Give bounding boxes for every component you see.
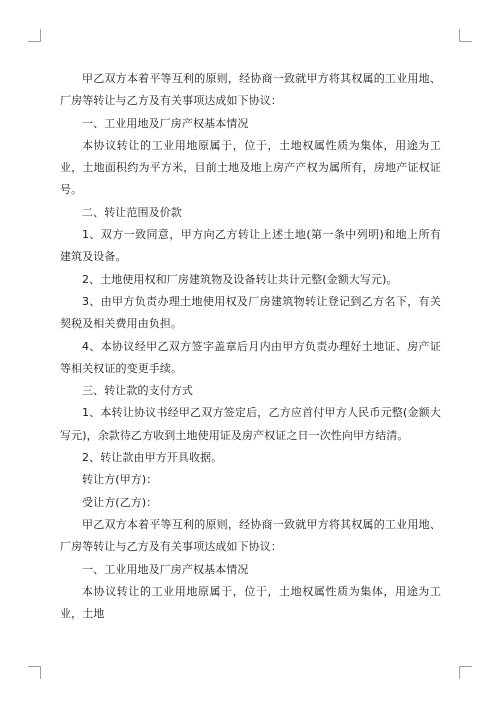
clause-scope-3: 3、由甲方负责办理土地使用权及厂房建筑物转让登记到乙方名下，有关契税及相关费用由负担。 xyxy=(60,294,441,331)
section-heading-land-and-plant-repeat: 一、工业用地及厂房产权基本情况 xyxy=(82,562,249,576)
clause-scope-2: 2、土地使用权和厂房建筑物及设备转让共计元整(金额大写元)。 xyxy=(82,272,398,286)
section-heading-scope-and-price: 二、转让范围及价款 xyxy=(82,205,182,219)
clause-scope-4: 4、本协议经甲乙双方签字盖章后月内由甲方负责办理好土地证、房产证等相关权证的变更手续。 xyxy=(60,339,441,375)
crop-mark-bottom-left xyxy=(28,666,41,679)
transferor-signature-line: 转让方(甲方)： xyxy=(82,473,158,487)
crop-mark-top-right xyxy=(459,29,472,42)
intro-paragraph: 甲乙双方本着平等互利的原则，经协商一致就甲方将其权属的工业用地、厂房等转让与乙方及有关事项达成如下协议： xyxy=(60,72,441,108)
clause-payment-2: 2、转让款由甲方开具收据。 xyxy=(82,451,223,465)
crop-mark-bottom-right xyxy=(459,666,472,679)
crop-mark-top-left xyxy=(28,29,41,42)
section-heading-land-and-plant: 一、工业用地及厂房产权基本情况 xyxy=(82,116,249,130)
clause-scope-1: 1、双方一致同意，甲方向乙方转让上述土地(第一条中列明)和地上所有建筑及设备。 xyxy=(60,228,441,264)
intro-paragraph-repeat: 甲乙双方本着平等互利的原则，经协商一致就甲方将其权属的工业用地、厂房等转让与乙方及有关事项达成如下协议： xyxy=(60,517,441,554)
land-description-paragraph: 本协议转让的工业用地原属于，位于，土地权属性质为集体，用途为工业，土地面积约为平方米，目前土地及地上房产产权为属所有，房地产证权证号。 xyxy=(60,138,441,197)
clause-payment-1: 1、本转让协议书经甲乙双方签定后，乙方应首付甲方人民币元整(金额大写元)，余款待乙方收到土地使用证及房产权证之日一次性向甲方结清。 xyxy=(60,406,441,442)
transferee-signature-line: 受让方(乙方)： xyxy=(82,495,158,509)
land-description-paragraph-partial: 本协议转让的工业用地原属于，位于，土地权属性质为集体，用途为工业，土地 xyxy=(60,584,441,621)
document-body xyxy=(60,68,441,625)
section-heading-payment: 三、转让款的支付方式 xyxy=(82,384,193,398)
